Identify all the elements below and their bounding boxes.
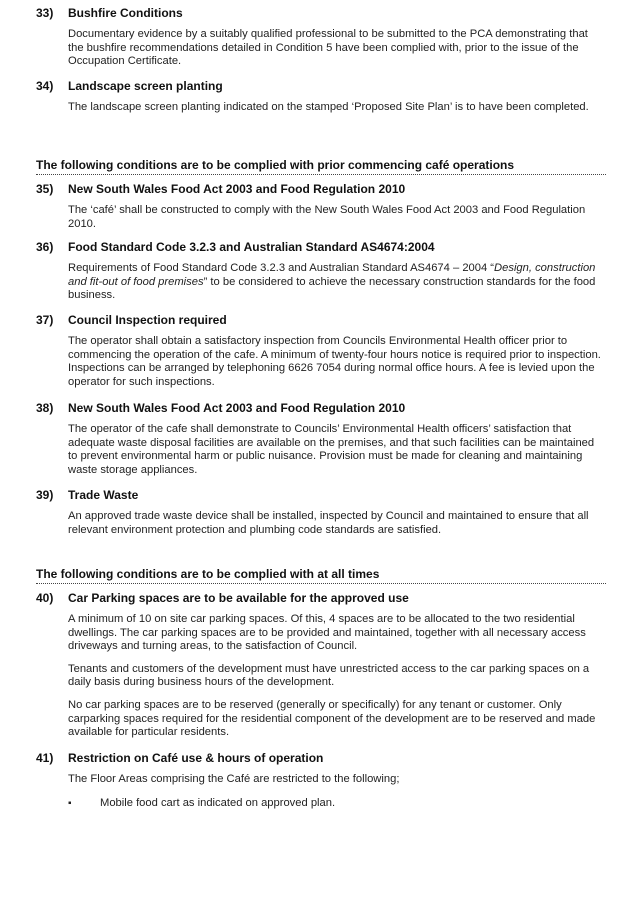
condition-paragraph: Tenants and customers of the development must have unrestricted access to the car parking spaces on a daily basis during business hours of the development. — [68, 662, 590, 689]
condition-title: Bushfire Conditions — [68, 6, 183, 20]
condition-paragraph — [68, 262, 604, 303]
condition-paragraph: The operator of the cafe shall demonstrate to Councils’ Environmental Health officers’ satisfaction that adequate waste disposal facilities are available on the premises, and that such facilities can be maintained to prevent environmental harm or public nuisance. Provision must be made for cleaning and maintaining waste storage appliances. — [68, 423, 595, 476]
condition-40 — [36, 591, 606, 740]
condition-title: Council Inspection required — [68, 313, 227, 327]
condition-heading — [36, 751, 606, 766]
condition-41 — [36, 751, 606, 810]
section-heading-at-all-times: The following conditions are to be complied with at all times — [36, 567, 606, 584]
condition-number: 40) — [36, 591, 54, 605]
condition-paragraph: The landscape screen planting indicated on the stamped ‘Proposed Site Plan’ is to have been completed. — [68, 101, 589, 113]
condition-paragraph: The ‘café’ shall be constructed to comply with the New South Wales Food Act 2003 and Food Regulation 2010. — [68, 204, 586, 230]
condition-number: 36) — [36, 240, 54, 254]
condition-number: 39) — [36, 488, 54, 502]
condition-title: Restriction on Café use & hours of operation — [68, 751, 324, 765]
condition-33 — [36, 6, 606, 69]
condition-heading — [36, 240, 606, 255]
condition-title: New South Wales Food Act 2003 and Food Regulation 2010 — [68, 401, 406, 415]
bullet-item — [68, 797, 606, 811]
condition-heading — [36, 591, 606, 606]
italic-title: Design, construction and fit-out of food premises — [68, 262, 596, 288]
condition-paragraph: The Floor Areas comprising the Café are restricted to the following; — [68, 773, 400, 785]
condition-34 — [36, 79, 606, 115]
bullet-text: Mobile food cart as indicated on approved plan. — [100, 796, 336, 809]
condition-35 — [36, 182, 606, 231]
condition-number: 41) — [36, 751, 54, 765]
bullet-icon: ▪ — [68, 797, 72, 809]
condition-number: 34) — [36, 79, 54, 93]
condition-39 — [36, 488, 606, 537]
paragraph-text: ” to be considered to achieve the necessary construction standards for the food business. — [68, 275, 596, 302]
condition-paragraph: Documentary evidence by a suitably qualified professional to be submitted to the PCA demonstrating that the bushfire recommendations detailed in Condition 5 have been complied with, prior to the issue of the Occupation Certificate. — [68, 28, 588, 68]
condition-38 — [36, 401, 606, 477]
condition-36 — [36, 240, 606, 303]
condition-title: Food Standard Code 3.2.3 and Australian Standard AS4674:2004 — [68, 240, 435, 254]
condition-heading — [36, 182, 606, 197]
condition-heading — [36, 6, 606, 21]
condition-heading — [36, 401, 606, 416]
condition-heading — [36, 488, 606, 503]
condition-number: 38) — [36, 401, 54, 415]
condition-title: New South Wales Food Act 2003 and Food Regulation 2010 — [68, 182, 406, 196]
condition-title: Landscape screen planting — [68, 79, 223, 93]
condition-heading — [36, 79, 606, 94]
condition-title: Car Parking spaces are to be available for the approved use — [68, 591, 409, 605]
condition-paragraph: No car parking spaces are to be reserved (generally or specifically) for any tenant or customer. Only carparking spaces required for the residential component of the development are to be reserved and made available for particular residents. — [68, 698, 596, 739]
paragraph-text: Requirements of Food Standard Code 3.2.3 and Australian Standard AS4674 – 2004 “ — [68, 262, 495, 274]
section-heading-prior-commencing: The following conditions are to be complied with prior commencing café operations — [36, 158, 606, 175]
condition-paragraph: The operator shall obtain a satisfactory inspection from Councils Environmental Health officer prior to commencing the operation of the cafe. A minimum of twenty-four hours notice is required prior to inspection. Inspections can be arranged by telephoning 6626 7054 during normal office hours. A fee is levied upon the operator for such inspections. — [68, 335, 601, 388]
condition-number: 35) — [36, 182, 54, 196]
condition-title: Trade Waste — [68, 488, 139, 502]
condition-number: 33) — [36, 6, 54, 20]
condition-heading — [36, 313, 606, 328]
condition-paragraph: An approved trade waste device shall be installed, inspected by Council and maintained to ensure that all relevant environment protection and plumbing code standards are satisfied. — [68, 510, 589, 536]
condition-paragraph: A minimum of 10 on site car parking spaces. Of this, 4 spaces are to be allocated to the two residential dwellings. The car parking spaces are to be provided and maintained, together with all necessary access driveways and turning areas, to the satisfaction of Council. — [68, 613, 586, 653]
condition-37 — [36, 313, 606, 389]
condition-number: 37) — [36, 313, 54, 327]
